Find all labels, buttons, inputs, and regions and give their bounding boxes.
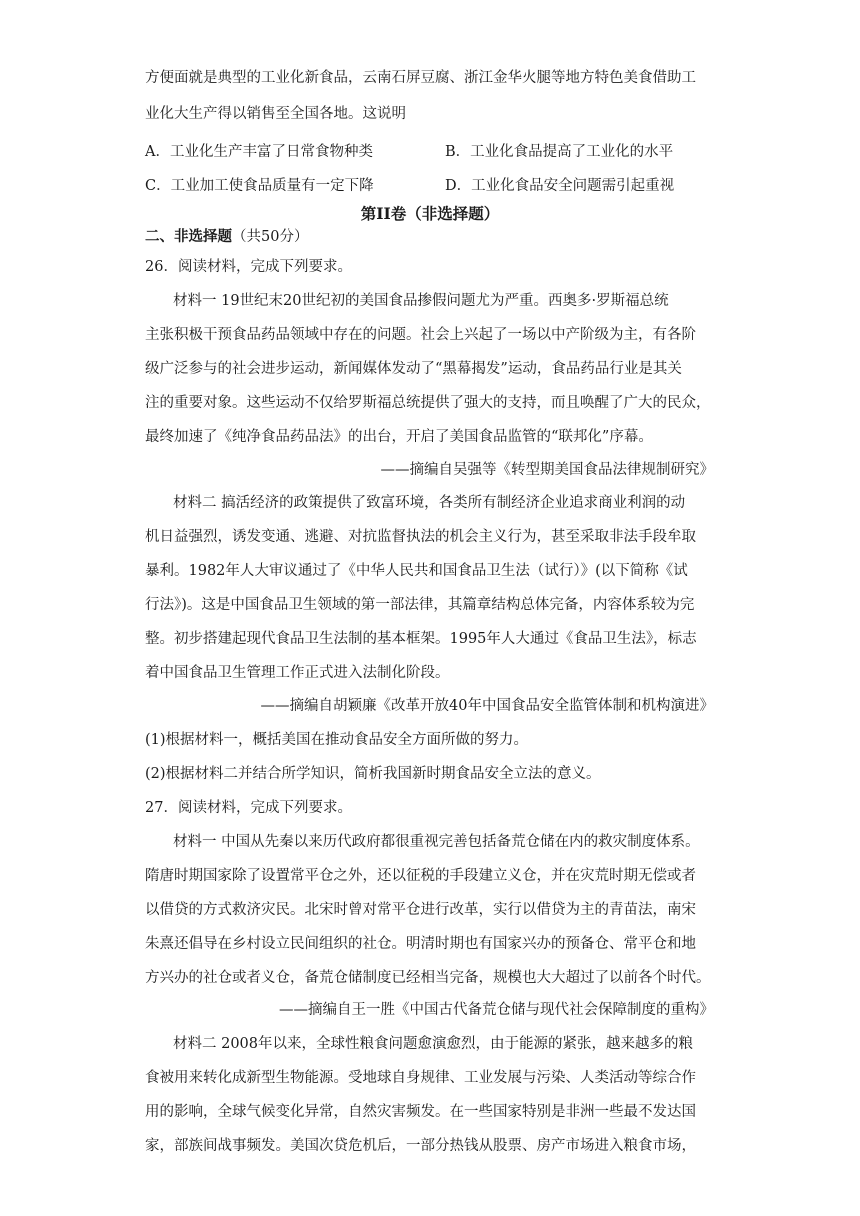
q26-material2-line: 整。初步搭建起现代食品卫生法制的基本框架。1995年人大通过《食品卫生法》，标志 <box>145 631 697 647</box>
section-heading <box>145 225 308 246</box>
q27-material1-source: ——摘编自王一胜《中国古代备荒仓储与现代社会保障制度的重构》 <box>279 1002 714 1018</box>
section-heading-score: （共50分） <box>232 229 309 245</box>
q27-material2-line: 用的影响，全球气候变化异常，自然灾害频发。在一些国家特别是非洲一些最不发达国 <box>145 1104 696 1120</box>
q27-material1-line: 隋唐时期国家除了设置常平仓之外，还以征税的手段建立义仓，并在灾荒时期无偿或者 <box>145 868 696 884</box>
q26-material2-line: 机日益强烈，诱发变通、逃避、对抗监督执法的机会主义行为，甚至采取非法手段牟取 <box>145 529 696 545</box>
q26-material1-source: ——摘编自吴强等《转型期美国食品法律规制研究》 <box>380 462 714 478</box>
q27-intro: 27．阅读材料，完成下列要求。 <box>145 800 352 816</box>
q26-question-2: (2)根据材料二并结合所学知识，简析我国新时期食品安全立法的意义。 <box>145 766 601 782</box>
q25-options-row-2 <box>145 174 745 194</box>
q26-material2-line: 着中国食品卫生管理工作正式进入法制化阶段。 <box>145 665 450 681</box>
section-heading-bold: 二、非选择题 <box>145 228 232 245</box>
q26-intro: 26．阅读材料，完成下列要求。 <box>145 259 352 275</box>
q27-material2-line: 食被用来转化成新型生物能源。受地球自身规律、工业发展与污染、人类活动等综合作 <box>145 1070 696 1086</box>
q27-material1-line: 方兴办的社仓或者义仓，备荒仓储制度已经相当完备，规模也大大超过了以前各个时代。 <box>145 970 711 986</box>
q27-material1-line: 以借贷的方式救济灾民。北宋时曾对常平仓进行改革，实行以借贷为主的青苗法，南宋 <box>145 902 696 918</box>
q26-material1-line: 最终加速了《纯净食品药品法》的出台，开启了美国食品监管的“联邦化”序幕。 <box>145 429 653 445</box>
q26-question-1: (1)根据材料一，概括美国在推动食品安全方面所做的努力。 <box>145 732 529 748</box>
q26-material2-line: 暴利。1982年人大审议通过了《中华人民共和国食品卫生法（试行）》(以下简称《试 <box>145 563 688 579</box>
q26-material1-line: 材料一 19世纪末20世纪初的美国食品掺假问题尤为严重。西奥多·罗斯福总统 <box>173 293 669 309</box>
q26-material1-line: 级广泛参与的社会进步运动，新闻媒体发动了“黑幕揭发”运动，食品药品行业是其关 <box>145 361 682 377</box>
q27-material1-line: 材料一 中国从先秦以来历代政府都很重视完善包括备荒仓储在内的救灾制度体系。 <box>173 834 700 850</box>
q27-material2-line: 家，部族间战事频发。美国次贷危机后，一部分热钱从股票、房产市场进入粮食市场， <box>145 1138 696 1154</box>
part2-title: 第II卷（非选择题） <box>360 204 500 223</box>
q25-options-row-1 <box>145 140 745 160</box>
q26-material2-line: 行法》)。这是中国食品卫生领域的第一部法律，其篇章结构总体完备，内容体系较为完 <box>145 597 695 613</box>
q27-material1-line: 朱熹还倡导在乡村设立民间组织的社仓。明清时期也有国家兴办的预备仓、常平仓和地 <box>145 936 696 952</box>
q26-material2-source: ——摘编自胡颖廉《改革开放40年中国食品安全监管体制和机构演进》 <box>260 698 714 714</box>
q25-option-a[interactable]: A．工业化生产丰富了日常食物种类 <box>145 144 373 160</box>
q26-material2-line: 材料二 搞活经济的政策提供了致富环境，各类所有制经济企业追求商业利润的动 <box>173 495 686 511</box>
q25-option-d[interactable]: D．工业化食品安全问题需引起重视 <box>445 178 675 194</box>
q26-material1-line: 主张积极干预食品药品领域中存在的问题。社会上兴起了一场以中产阶级为主，有各阶 <box>145 327 696 343</box>
q25-option-b[interactable]: B．工业化食品提高了工业化的水平 <box>445 144 674 160</box>
q27-material2-line: 材料二 2008年以来，全球性粮食问题愈演愈烈，由于能源的紧张，越来越多的粮 <box>173 1036 694 1052</box>
q26-material1-line: 注的重要对象。这些运动不仅给罗斯福总统提供了强大的支持，而且唤醒了广大的民众， <box>145 395 711 411</box>
q25-option-c[interactable]: C．工业加工使食品质量有一定下降 <box>145 178 374 194</box>
q25-stem-line: 方便面就是典型的工业化新食品，云南石屏豆腐、浙江金华火腿等地方特色美食借助工 <box>145 70 696 86</box>
q25-stem-line: 业化大生产得以销售至全国各地。这说明 <box>145 106 406 122</box>
